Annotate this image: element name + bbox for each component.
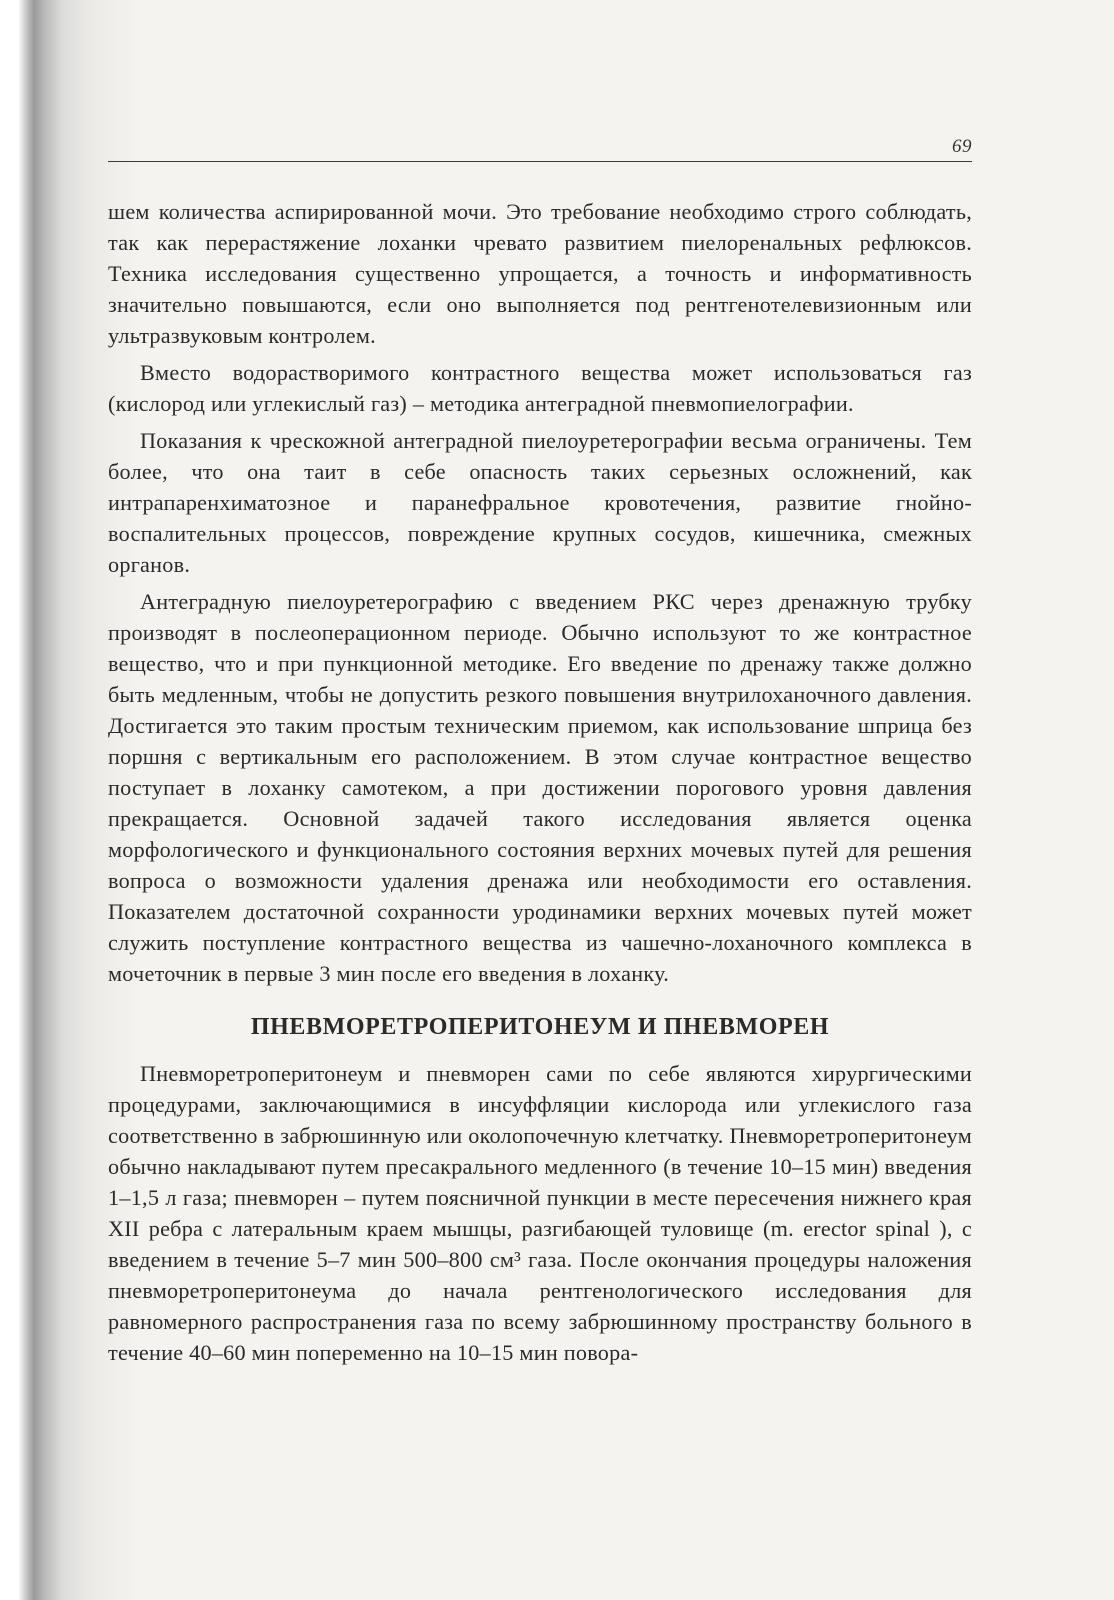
paragraph: Вместо водорастворимого контрастного вещества может использоваться газ (кислород или углекислый газ) – методика антеградной пневмопиелографии. <box>108 360 972 416</box>
paragraph: Пневморетроперитонеум и пневморен сами по себе являются хирургическими процедурами, заключающимися в инсуффляции кислорода или углекислого газа соответственно в забрюшинную или околопочечную клетчатку. Пневморетроперитонеум обычно накладывают путем пресакрального медленного (в течение 10–15 мин) введения 1–1,5 л газа; пневморен – путем поясничной пункции в месте пересечения нижнего края XII ребра с латеральным краем мышцы, разгибающей туловище (m. erector spinal ), с введением в течение 5–7 мин 500–800 см³ газа. После окончания процедуры наложения пневморетроперитонеума до начала рентгенологического исследования для равномерного распространения газа по всему забрюшинному пространству больного в течение 40–60 мин попеременно на 10–15 мин повора- <box>108 1061 972 1365</box>
page-number: 69 <box>952 136 972 157</box>
section-heading: ПНЕВМОРЕТРОПЕРИТОНЕУМ И ПНЕВМОРЕН <box>250 1014 830 1040</box>
paragraph: Антеградную пиелоуретерографию с введением РКС через дренажную трубку производят в послеоперационном периоде. Обычно используют то же контрастное вещество, что и при пункционной методике. Его введение по дренажу также должно быть медленным, чтобы не допустить резкого повышения внутрилоханочного давления. Достигается это таким простым техническим приемом, как использование шприца без поршня с вертикальным его расположением. В этом случае контрастное вещество поступает в лоханку самотеком, а при достижении порогового уровня давления прекращается. Основной задачей такого исследования является оценка морфологического и функционального состояния верхних мочевых путей для решения вопроса о возможности удаления дренажа или необходимости его оставления. Показателем достаточной сохранности уродинамики верхних мочевых путей может служить поступление контрастного вещества из чашечно-лоханочного комплекса в мочеточник в первые 3 мин после его введения в лоханку. <box>108 589 972 986</box>
paragraph: Показания к чрескожной антеградной пиелоуретерографии весьма ограничены. Тем более, что она таит в себе опасность таких серьезных осложнений, как интрапаренхиматозное и паранефральное кровотечения, развитие гнойно-воспалительных процессов, повреждение крупных сосудов, кишечника, смежных органов. <box>108 428 972 577</box>
header-rule <box>108 161 972 162</box>
paragraph-continued: шем количества аспирированной мочи. Это требование необходимо строго соблюдать, так как перерастяжение лоханки чревато развитием пиелоренальных рефлюксов. Техника исследования существенно упрощается, а точность и информативность значительно повышаются, если оно выполняется под рентгенотелевизионным или ультразвуковым контролем. <box>108 199 972 348</box>
page-text <box>108 196 972 1374</box>
book-page <box>108 0 972 1600</box>
